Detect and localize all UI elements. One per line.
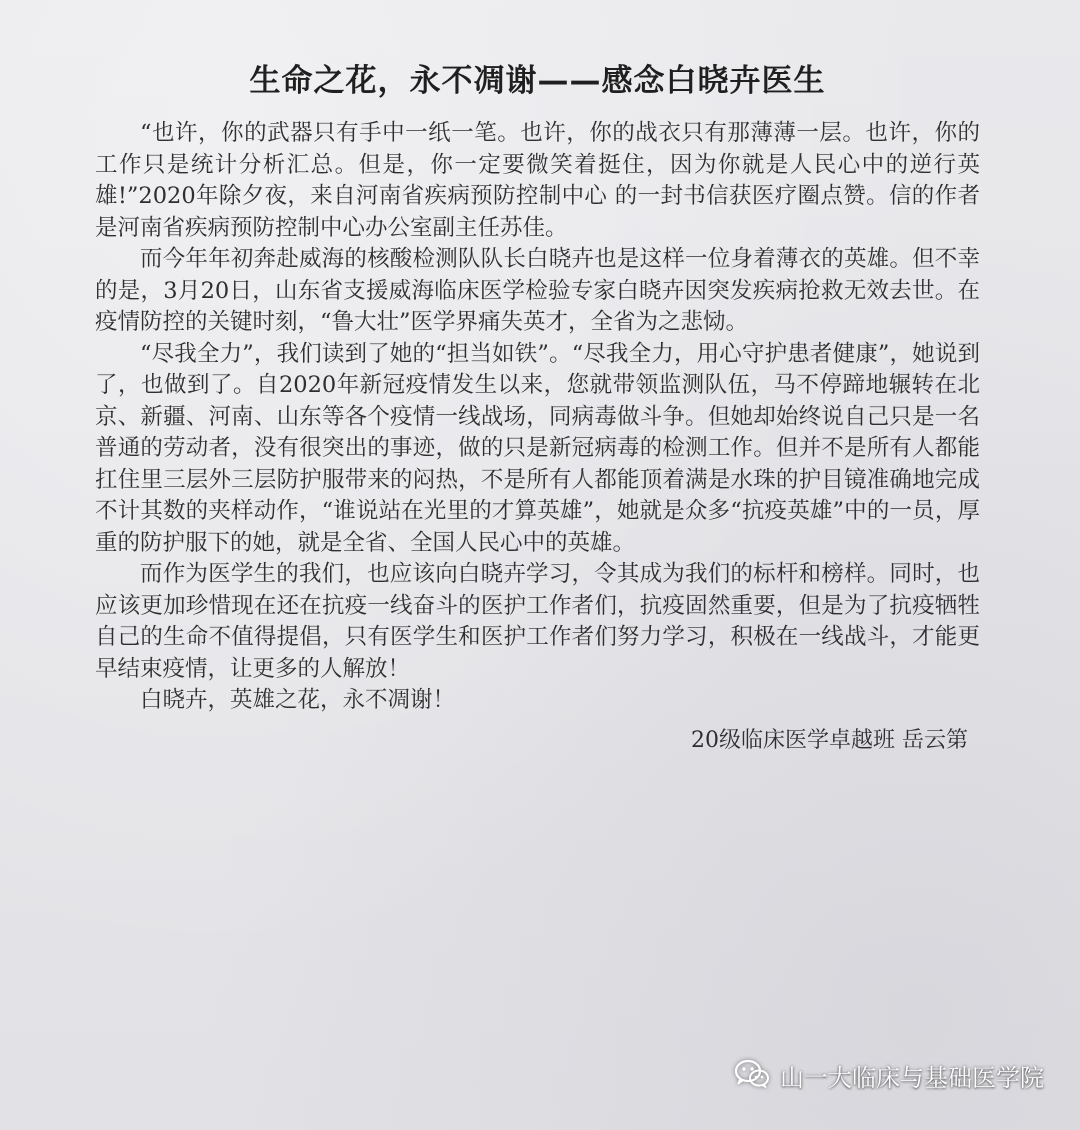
paragraph-4: 而作为医学生的我们，也应该向白晓卉学习，令其成为我们的标杆和榜样。同时，也应该更加珍惜现在还在抗疫一线奋斗的医护工作者们，抗疫固然重要，但是为了抗疫牺牲自己的生命不值得提倡，只有医学生和医护工作者们努力学习，积极在一线战斗，才能更早结束疫情，让更多的人解放！: [95, 561, 980, 682]
paragraph-2: 而今年年初奔赴威海的核酸检测队队长白晓卉也是这样一位身着薄衣的英雄。但不幸的是，3月20日，山东省支援威海临床医学检验专家白晓卉因突发疾病抢救无效去世。在疫情防控的关键时刻，“鲁大壮”医学界痛失英才，全省为之悲恸。: [95, 246, 980, 335]
document-title: 生命之花，永不凋谢——感念白晓卉医生: [249, 63, 826, 99]
paragraph-1: “也许，你的武器只有手中一纸一笔。也许，你的战衣只有那薄薄一层。也许，你的工作只是统计分析汇总。但是，你一定要微笑着挺住，因为你就是人民心中的逆行英雄!”2020年除夕夜，来自河南省疾病预防控制中心 的一封书信获医疗圈点赞。信的作者是河南省疾病预防控制中心办公室副主任苏佳。: [95, 120, 980, 241]
document-body: [95, 118, 980, 717]
watermark: [734, 1059, 1044, 1096]
paragraph-5: 白晓卉，英雄之花，永不凋谢！: [140, 687, 456, 713]
watermark-text: 山一大临床与基础医学院: [780, 1063, 1044, 1092]
author-signature: 20级临床医学卓越班 岳云第: [691, 727, 968, 753]
paragraph-3: “尽我全力”，我们读到了她的“担当如铁”。“尽我全力，用心守护患者健康”，她说到了，也做到了。自2020年新冠疫情发生以来，您就带领监测队伍，马不停蹄地辗转在北京、新疆、河南、山东等各个疫情一线战场，同病毒做斗争。但她却始终说自己只是一名普通的劳动者，没有很突出的事迹，做的只是新冠病毒的检测工作。但并不是所有人都能扛住里三层外三层防护服带来的闷热，不是所有人都能顶着满是水珠的护目镜准确地完成不计其数的夹样动作，“谁说站在光里的才算英雄”，她就是众多“抗疫英雄”中的一员，厚重的防护服下的她，就是全省、全国人民心中的英雄。: [95, 340, 980, 556]
wechat-icon: [734, 1059, 770, 1096]
document-page: [95, 58, 980, 756]
